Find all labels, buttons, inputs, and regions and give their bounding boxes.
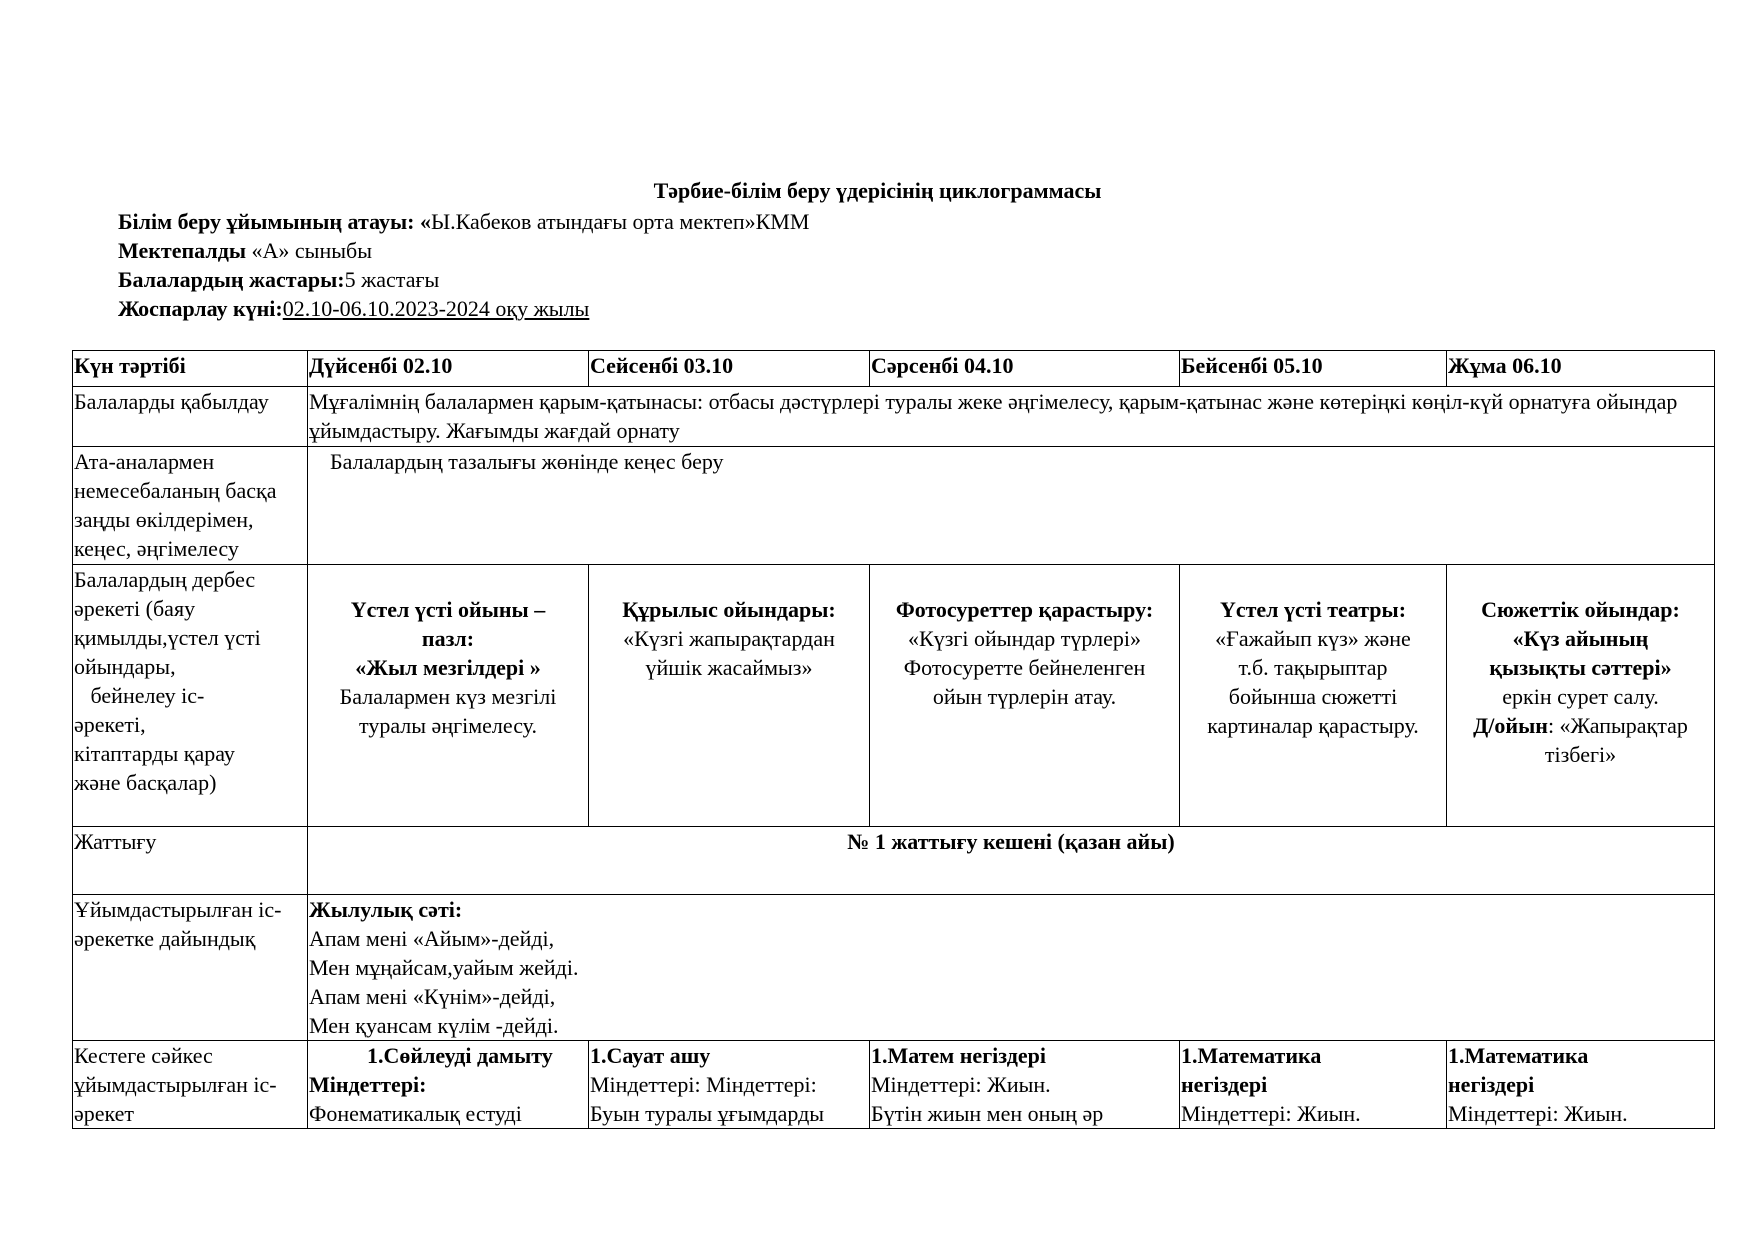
row-label: Балаларды қабылдау [73, 387, 308, 447]
age-line [118, 265, 809, 294]
activity-title: Үстел үсті ойыны – [350, 597, 546, 622]
activity-friday [1447, 565, 1715, 827]
header-cell: Дүйсенбі 02.10 [308, 351, 589, 387]
lesson-text: Міндеттері: Міндеттері: [590, 1072, 817, 1097]
lesson-monday [308, 1041, 589, 1129]
lesson-text: Фонематикалық естуді [309, 1101, 522, 1126]
label-line: әрекеті, [74, 712, 146, 737]
lesson-text: Бүтін жиын мен оның әр [871, 1101, 1104, 1126]
lesson-title: 1.Сөйлеуді дамыту [367, 1043, 553, 1068]
activity-text: картиналар қарастыру. [1207, 713, 1419, 738]
label-line: әрекетке дайындық [74, 926, 256, 951]
row-label: Жаттығу [73, 827, 308, 895]
activity-text: Балалармен күз мезгілі [339, 684, 557, 709]
activity-title: Фотосуреттер қарастыру: [895, 597, 1154, 622]
activity-text: тізбегі» [1544, 742, 1617, 767]
label-line: ойындары, [74, 654, 176, 679]
label-line: кеңес, әңгімелесу [74, 536, 239, 561]
activity-title: «Жыл мезгілдері » [355, 655, 541, 680]
label-line: әрекеті (баяу [74, 596, 196, 621]
activity-text: туралы әңгімелесу. [359, 713, 537, 738]
label-line: және басқалар) [74, 770, 217, 795]
lesson-text: Міндеттері: Жиын. [1181, 1101, 1361, 1126]
activity-title: Сюжеттік ойындар: [1481, 597, 1680, 622]
activity-text: «Ғажайып күз» және [1215, 626, 1411, 651]
activity-thursday [1180, 565, 1447, 827]
table-row-preparation [73, 895, 1715, 1041]
header-cell: Сәрсенбі 04.10 [870, 351, 1180, 387]
row-label [73, 895, 308, 1041]
warmup-heading: Жылулық сәті: [309, 897, 463, 922]
activity-title: қызықты сәттері» [1489, 655, 1672, 680]
activity-text: «Күзгі жапырақтардан [623, 626, 835, 651]
label-line: Балалардың дербес [74, 567, 256, 592]
header-cell: Жұма 06.10 [1447, 351, 1715, 387]
game-name: : «Жапырақтар [1547, 713, 1688, 738]
activity-title: пазл: [421, 626, 475, 651]
lesson-title: негіздері [1448, 1072, 1535, 1097]
label-line: Кестеге сәйкес [74, 1043, 213, 1068]
schedule-table [72, 350, 1715, 1129]
row-content: Балалардың тазалығы жөнінде кеңес беру [308, 447, 1715, 565]
label-line: әрекет [74, 1101, 135, 1126]
date-line [118, 294, 809, 323]
activity-tuesday [589, 565, 870, 827]
age-value: 5 жастағы [344, 267, 440, 292]
label-line: немесебаланың басқа [74, 478, 277, 503]
poem-line: Мен мұңайсам,уайым жейді. [309, 955, 579, 980]
label-line: ұйымдастырылған іс- [74, 1072, 277, 1097]
activity-text: ойын түрлерін атау. [932, 684, 1117, 709]
activity-title: Үстел үсті театры: [1219, 597, 1407, 622]
class-label: Мектепалды [118, 238, 252, 263]
row-label [73, 1041, 308, 1129]
age-label: Балалардың жастары: [118, 267, 345, 292]
date-label: Жоспарлау күні: [118, 296, 283, 321]
activity-title: Құрылыс ойындары: [622, 597, 836, 622]
row-content [308, 895, 1715, 1041]
lesson-text: Буын туралы ұғымдарды [590, 1101, 825, 1126]
activity-text: Фотосуретте бейнеленген [903, 655, 1146, 680]
org-line [118, 207, 809, 236]
table-row-independent-activity [73, 565, 1715, 827]
activity-text: еркін сурет салу. [1502, 684, 1659, 709]
activity-text: т.б. тақырыптар [1238, 655, 1388, 680]
lesson-text: Міндеттері: Жиын. [1448, 1101, 1628, 1126]
table-row-reception [73, 387, 1715, 447]
header-cell: Күн тәртібі [73, 351, 308, 387]
activity-wednesday [870, 565, 1180, 827]
label-line: бейнелеу іс- [74, 683, 205, 708]
label-line: Ұйымдастырылған іс- [74, 897, 282, 922]
activity-monday [308, 565, 589, 827]
game-label: Д/ойын [1473, 713, 1548, 738]
table-header-row [73, 351, 1715, 387]
row-label [73, 447, 308, 565]
activity-text: «Күзгі ойындар түрлері» [908, 626, 1141, 651]
org-value: Ы.Кабеков атындағы орта мектеп»КММ [430, 209, 810, 234]
document-info [118, 207, 809, 323]
row-label [73, 565, 308, 827]
label-line: кітаптарды қарау [74, 741, 235, 766]
lesson-title: 1.Сауат ашу [590, 1043, 711, 1068]
lesson-text: Міндеттері: Жиын. [871, 1072, 1051, 1097]
lesson-title: негіздері [1181, 1072, 1268, 1097]
lesson-title: 1.Матем негіздері [871, 1043, 1046, 1068]
date-value: 02.10-06.10.2023-2024 оқу жылы [282, 296, 590, 321]
table-row-exercise [73, 827, 1715, 895]
table-row-organized-activity [73, 1041, 1715, 1129]
lesson-friday [1447, 1041, 1715, 1129]
label-line: қимылды,үстел үсті [74, 625, 261, 650]
activity-title: «Күз айының [1512, 626, 1649, 651]
row-content: Мұғалімнің балалармен қарым-қатынасы: отбасы дәстүрлері туралы жеке әңгімелесу, қарым-қатынас және көтеріңкі көңіл-күй орнатуға ойындар ұйымдастыру. Жағымды жағдай орнату [308, 387, 1715, 447]
activity-text [1448, 711, 1713, 740]
label-line: Ата-аналармен [74, 449, 215, 474]
lesson-subtitle: Міндеттері: [309, 1072, 427, 1097]
class-value: «А» сыныбы [251, 238, 372, 263]
lesson-title: 1.Математика [1448, 1043, 1589, 1068]
label-line: заңды өкілдерімен, [74, 507, 254, 532]
row-content: № 1 жаттығу кешені (қазан айы) [308, 827, 1715, 895]
poem-line: Апам мені «Күнім»-дейді, [309, 984, 556, 1009]
activity-text: үйшік жасаймыз» [645, 655, 813, 680]
lesson-thursday [1180, 1041, 1447, 1129]
lesson-title: 1.Математика [1181, 1043, 1322, 1068]
poem-line: Мен қуансам күлім -дейді. [309, 1013, 559, 1038]
poem-line: Апам мені «Айым»-дейді, [309, 926, 555, 951]
class-line [118, 236, 809, 265]
header-cell: Бейсенбі 05.10 [1180, 351, 1447, 387]
header-cell: Сейсенбі 03.10 [589, 351, 870, 387]
lesson-tuesday [589, 1041, 870, 1129]
lesson-wednesday [870, 1041, 1180, 1129]
activity-text: бойынша сюжетті [1228, 684, 1398, 709]
page-title: Тәрбие-білім беру үдерісінің циклограммасы [653, 178, 1102, 203]
org-label: Білім беру ұйымының атауы: « [118, 209, 431, 234]
table-row-parents [73, 447, 1715, 565]
